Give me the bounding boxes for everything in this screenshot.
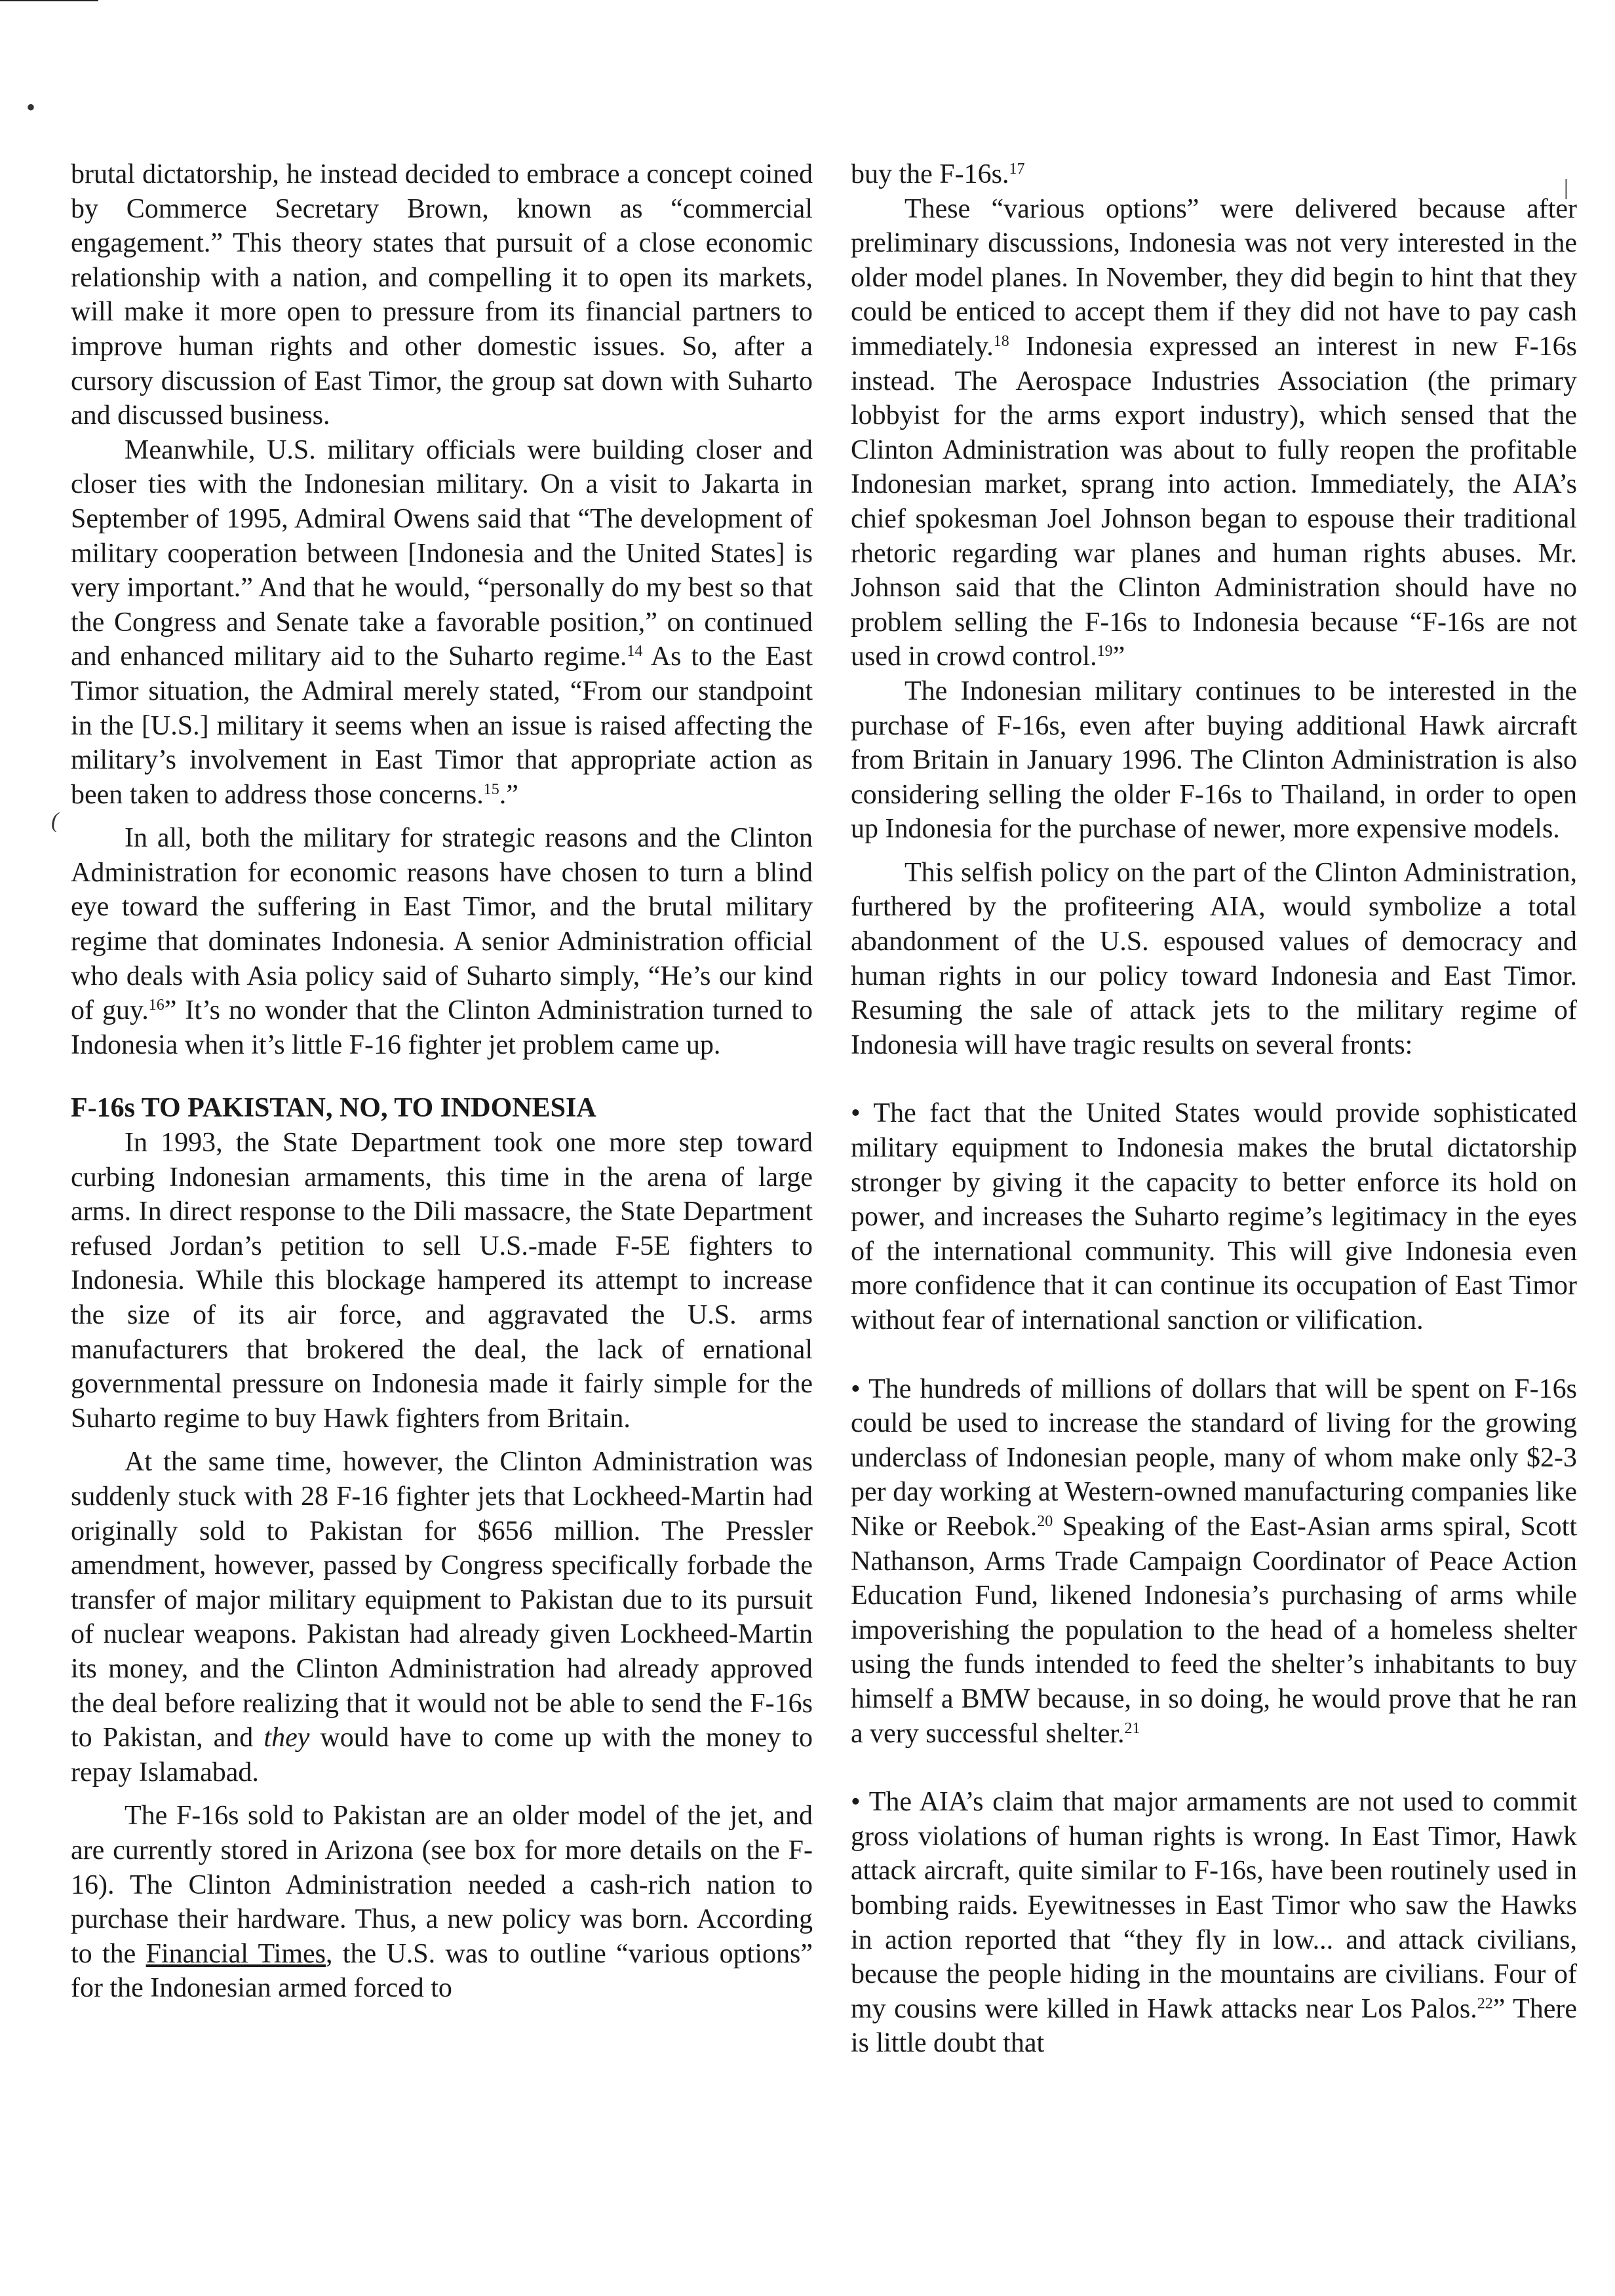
- paragraph-continued-interest: The Indonesian military continues to be interested in the purchase of F-16s, even after buying additional Hawk aircraft from Britain in January 1996. The Clinton Administration is also considering selling the older F-16s to Thailand, in order to open up Indonesia for the purchase of newer, more expensive models.: [851, 676, 1577, 845]
- paragraph-text: • The AIA’s claim that major armaments are not used to commit gross violations of human rights is wrong. In East Timor, Hawk attack aircraft, quite similar to F-16s, have been routinely used in bombing raids. Eyewitnesses in East Timor who saw the Hawks in action reported that “they fly in low... and attack civilians, because the people hiding in the mountains are civilians. Four of my cousins were killed in Hawk attacks near Los Palos.: [851, 1787, 1577, 2024]
- paragraph-buy-f16s: [851, 157, 1577, 192]
- footnote-ref-18: 18: [993, 332, 1009, 350]
- paragraph-text: would have to come up with the money to repay Islamabad.: [71, 1723, 813, 1788]
- paragraph-text: • The hundreds of millions of dollars that will be spent on F-16s could be used to increase the standard of living for the growing underclass of Indonesian people, many of whom make only $2-3 per day working at Western-owned manufacturing companies like Nike or Reebok.: [851, 1373, 1577, 1542]
- footnote-ref-21: 21: [1124, 1719, 1140, 1737]
- stray-tick-mark: |: [1564, 176, 1568, 200]
- paragraph-military-ties: [71, 433, 813, 813]
- paragraph-text: Speaking of the East-Asian arms spiral, Scott Nathanson, Arms Trade Campaign Coordinator of Peace Action Education Fund, likened Indonesia’s purchasing of arms while impoverishing the population to the head of a homeless shelter using the funds intended to feed the shelter’s inhabitants to buy himself a BMW because, in so doing, he would prove that he ran a very successful shelter.: [851, 1511, 1577, 1749]
- paragraph-text: Indonesia expressed an interest in new F-16s instead. The Aerospace Industries Association (the primary lobbyist for the arms export industry), which sensed that the Clinton Administration was about to fully reopen the profitable Indonesian market, sprang into action. Immediately, the AIA’s chief spokesman Joel Johnson began to espouse their traditional rhetoric regarding war planes and human rights abuses. Mr. Johnson said that the Clinton Administration should have no problem selling the F-16s to Indonesia because “F-16s are not used in crowd control.: [851, 331, 1577, 672]
- paragraph-older-model: [71, 1799, 813, 2006]
- footnote-ref-16: 16: [148, 997, 165, 1014]
- paragraph-text: The F-16s sold to Pakistan are an older model of the jet, and are currently stored in Arizona (see box for more details on the F-16). The Clinton Administration needed a cash-rich nation to purchase their hardware. Thus, a new policy was born. According to the: [71, 1801, 813, 1969]
- paragraph-pakistan-f16: [71, 1445, 813, 1789]
- footnote-ref-19: 19: [1097, 643, 1113, 660]
- paragraph-text: buy the F-16s.: [851, 159, 1009, 189]
- top-edge-rule: [0, 0, 98, 1]
- bullet-aia-claim: [851, 1785, 1577, 2061]
- paragraph-text: ”: [1112, 641, 1125, 672]
- paragraph-text: In all, both the military for strategic reasons and the Clinton Administration for economic reasons have chosen to turn a blind eye toward the suffering in East Timor, and the brutal military regime that dominates Indonesia. A senior Administration official who deals with Asia policy said of Suharto simply, “He’s our kind of guy.: [71, 823, 813, 1026]
- right-column: [851, 157, 1577, 2061]
- paragraph-text: ” It’s no wonder that the Clinton Administration turned to Indonesia when it’s little F-16 fighter jet problem came up.: [71, 995, 813, 1060]
- footnote-ref-17: 17: [1009, 161, 1025, 178]
- paragraph-state-department-1993: In 1993, the State Department took one more step toward curbing Indonesian armaments, this time in the arena of large arms. In direct response to the Dili massacre, the State Department refused Jordan’s petition to sell U.S.-made F-5E fighters to Indonesia. While this blockage hampered its attempt to increase the size of its air force, and aggravated the U.S. arms manufacturers that brokered the deal, the lack of ernational governmental pressure on Indonesia made it fairly simple for the Suharto regime to buy Hawk fighters from Britain.: [71, 1128, 813, 1434]
- footnote-ref-15: 15: [483, 780, 499, 798]
- paragraph-selfish-policy: This selfish policy on the part of the Clinton Administration, furthered by the profiteering AIA, would symbolize a total abandonment of the U.S. espoused values of democracy and human rights in our policy toward Indonesia and East Timor. Resuming the sale of attack jets to the military regime of Indonesia will have tragic results on several fronts:: [851, 857, 1577, 1060]
- paragraph-commercial-engagement: brutal dictatorship, he instead decided to embrace a concept coined by Commerce Secretary Brown, known as “commercial engagement.” This theory states that pursuit of a close economic relationship with a nation, and compelling it to open its markets, will make it more open to pressure from its financial partners to improve human rights and other domestic issues. So, after a cursory discussion of East Timor, the group sat down with Suharto and discussed business.: [71, 159, 813, 431]
- italic-word: they: [263, 1723, 310, 1753]
- bullet-living-standard: [851, 1372, 1577, 1751]
- footnote-ref-22: 22: [1477, 1995, 1493, 2012]
- left-column: [71, 157, 813, 2006]
- paragraph-text: At the same time, however, the Clinton Administration was suddenly stuck with 28 F-16 fighter jets that Lockheed-Martin had originally sold to Pakistan for $656 million. The Pressler amendment, however, passed by Congress specifically forbade the transfer of major military equipment to Pakistan due to its pursuit of nuclear weapons. Pakistan had already given Lockheed-Martin its money, and the Clinton Administration had already approved the deal before realizing that it would not be able to send the F-16s to Pakistan, and: [71, 1447, 813, 1753]
- footnote-ref-20: 20: [1037, 1512, 1053, 1530]
- paragraph-text: .”: [499, 779, 518, 810]
- paragraph-text: , the U.S. was to outline “various options” for the Indonesian armed forced to: [71, 1938, 813, 2004]
- stray-dot-mark: •: [26, 92, 36, 122]
- paragraph-text: ” There is little doubt that: [851, 1993, 1578, 2059]
- paragraph-text: Meanwhile, U.S. military officials were building closer and closer ties with the Indonesian military. On a visit to Jakarta in September of 1995, Admiral Owens said that “The development of military cooperation between [Indonesia and the United States] is very important.” And that he would, “personally do my best so that the Congress and Senate take a favorable position,” on continued and enhanced military aid to the Suharto regime.: [71, 434, 813, 672]
- bullet-legitimacy: • The fact that the United States would provide sophisticated military equipment to Indonesia makes the brutal dictatorship stronger by giving it the capacity to better enforce its hold on power, and increases the Suharto regime’s legitimacy in the eyes of the international community. This will give Indonesia even more confidence that it can continue its occupation of East Timor without fear of international sanction or vilification.: [851, 1098, 1577, 1335]
- paragraph-various-options: [851, 192, 1577, 674]
- paragraph-text: As to the East Timor situation, the Admiral merely stated, “From our standpoint in the [U.S.] military it seems when an issue is raised affecting the military’s involvement in East Timor that appropriate action as been taken to address those concerns.: [71, 641, 813, 810]
- publication-title: Financial Times: [146, 1938, 326, 1969]
- footnote-ref-14: 14: [627, 643, 643, 660]
- section-heading: F-16s TO PAKISTAN, NO, TO INDONESIA: [71, 1093, 596, 1124]
- stray-margin-mark: (: [51, 809, 59, 833]
- paragraph-blind-eye: [71, 821, 813, 1062]
- paragraph-text: These “various options” were delivered because after preliminary discussions, Indonesia was not very interested in the older model planes. In November, they did begin to hint that they could be enticed to accept them if they did not have to pay cash immediately.: [851, 193, 1577, 362]
